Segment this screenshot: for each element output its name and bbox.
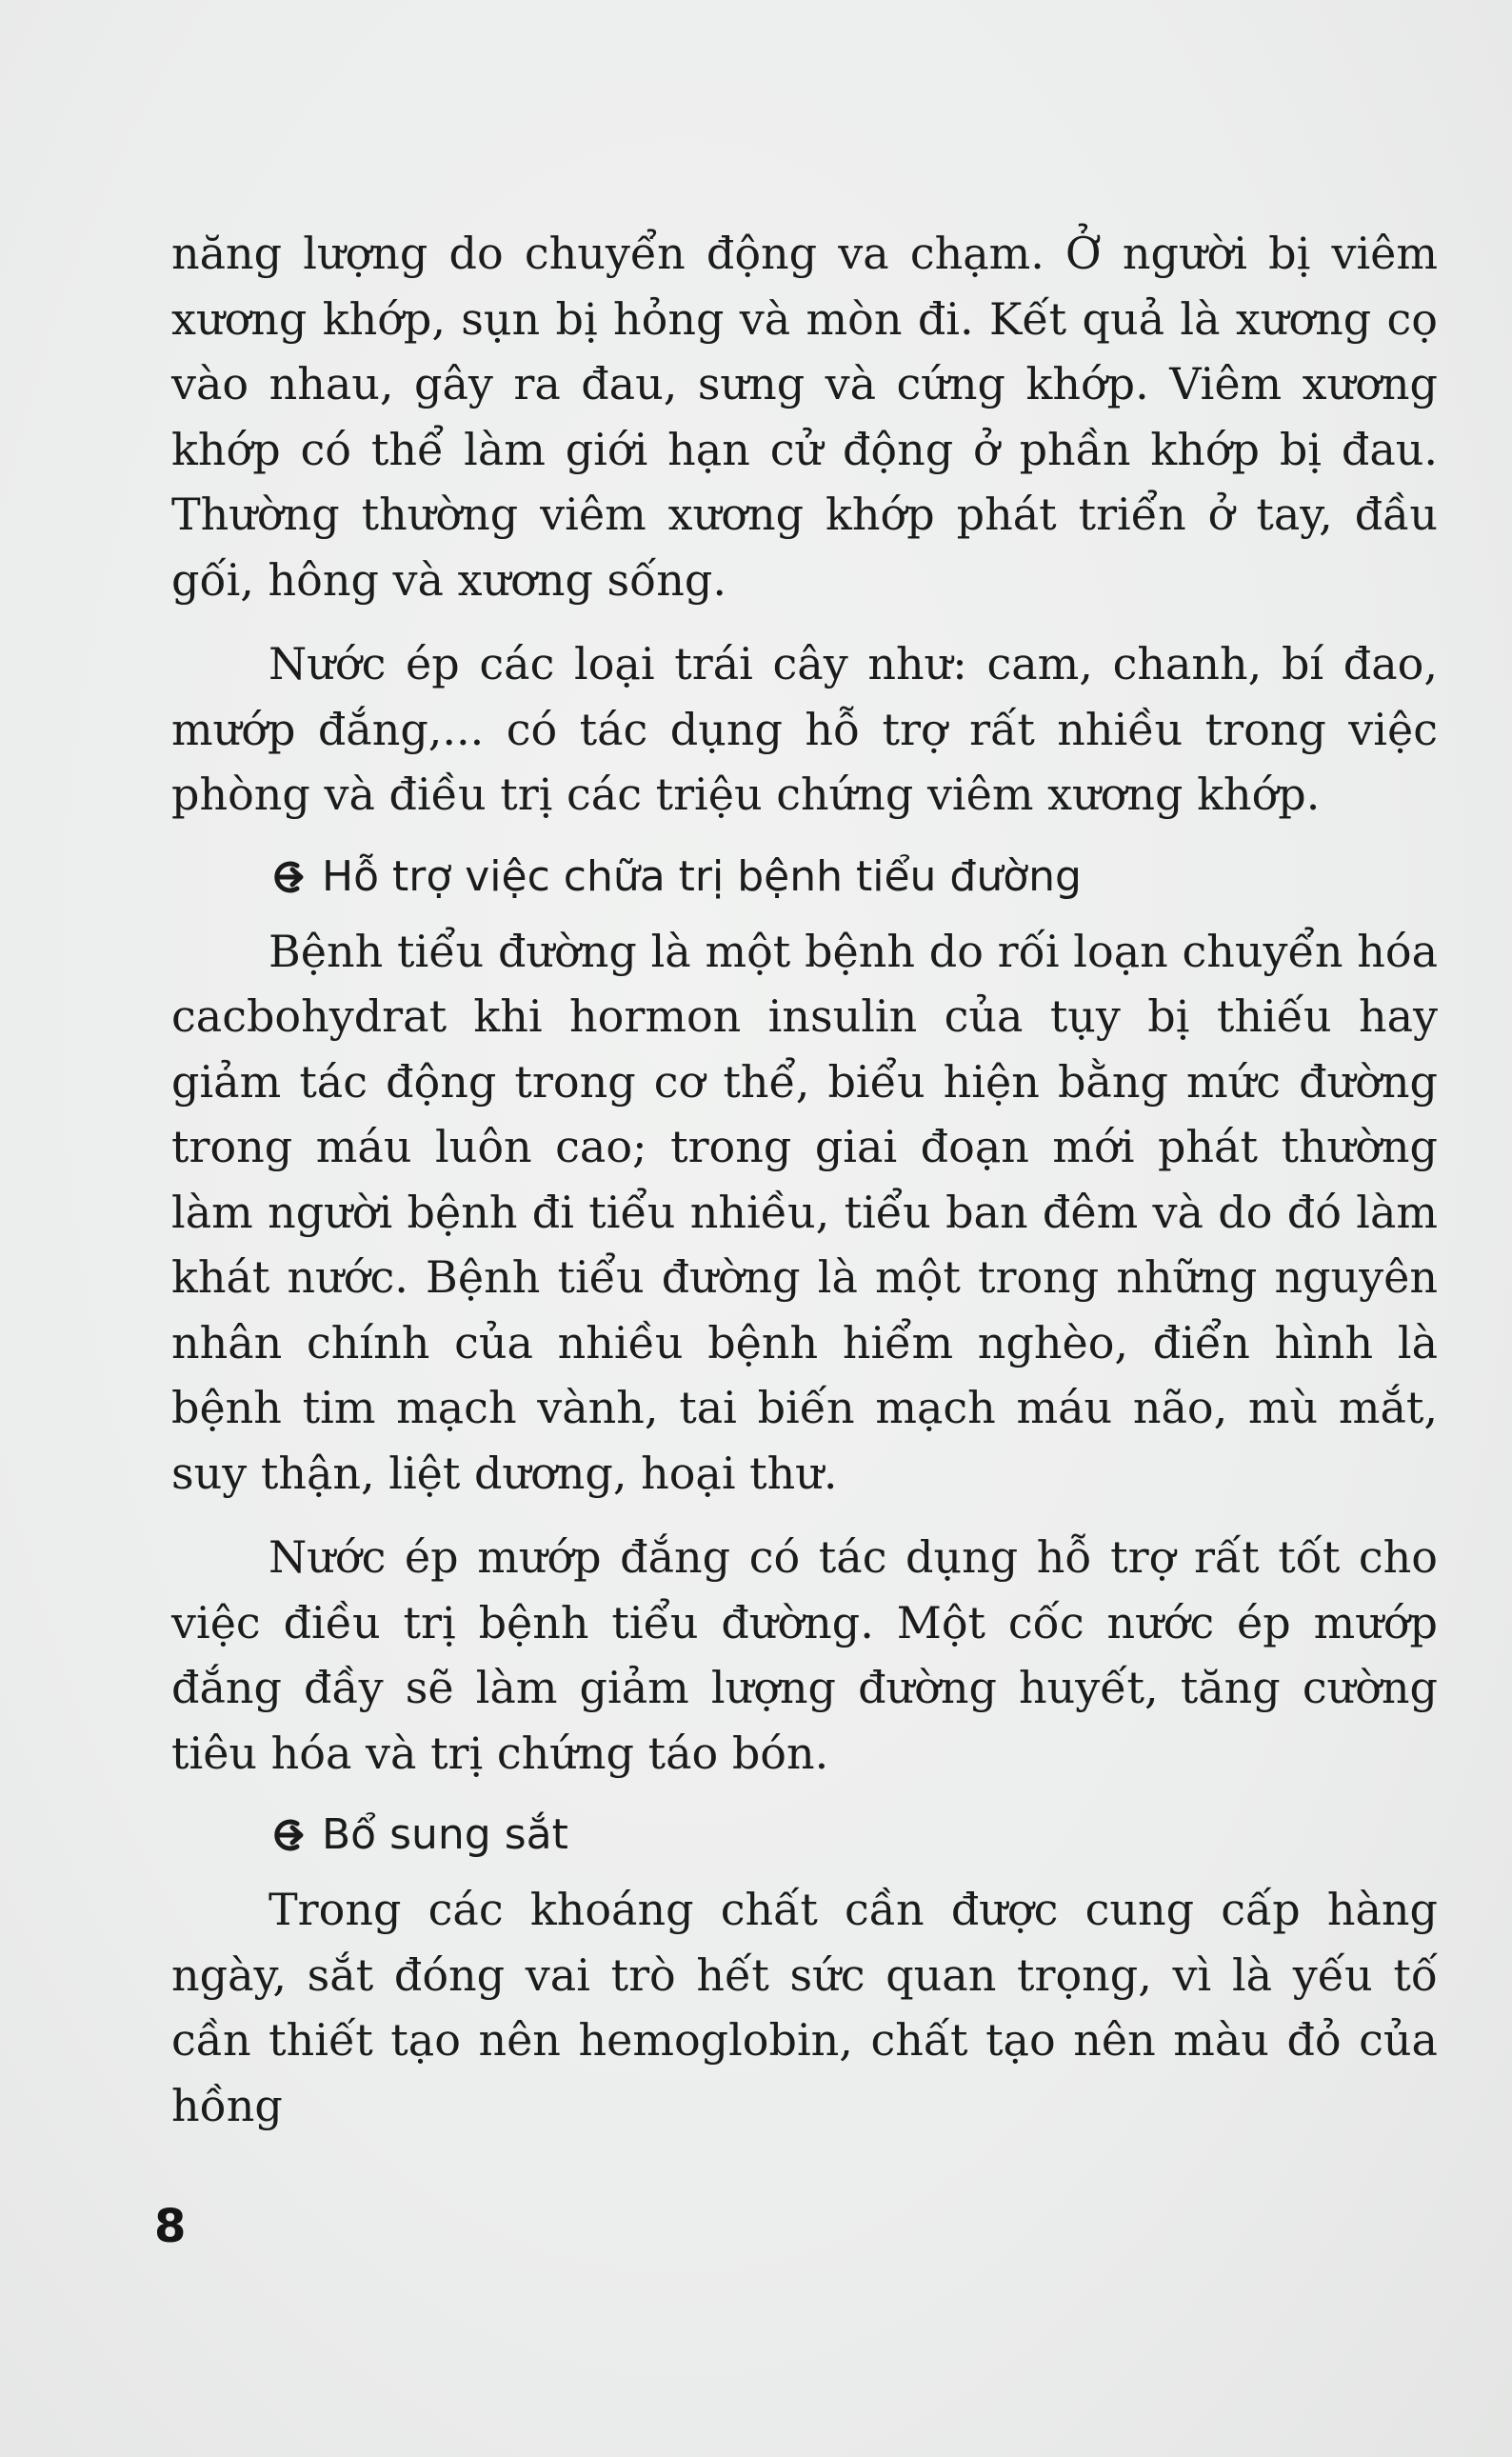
curved-arrow-icon — [269, 1815, 308, 1855]
section-heading-label: Hỗ trợ việc chữa trị bệnh tiểu đường — [322, 851, 1082, 901]
paragraph-bitter-melon-juice: Nước ép mướp đắng có tác dụng hỗ trợ rất tốt cho việc điều trị bệnh tiểu đường. Một cốc nước ép mướp đắng đầy sẽ làm giảm lượng đường huyết, tăng cường tiêu hóa và trị chứng táo bón. — [171, 1531, 1438, 1779]
paragraph-osteoarthritis-end: năng lượng do chuyển động va chạm. Ở người bị viêm xương khớp, sụn bị hỏng và mòn đi. Kết quả là xương cọ vào nhau, gây ra đau, sưng và cứng khớp. Viêm xương khớp có thể làm giới hạn cử động ở phần khớp bị đau. Thường thường viêm xương khớp phát triển ở tay, đầu gối, hông và xương sống. — [171, 228, 1438, 606]
curved-arrow-icon — [269, 857, 308, 897]
page-number: 8 — [154, 2200, 187, 2253]
section-heading-iron — [171, 1803, 1438, 1868]
paragraph-diabetes-description: Bệnh tiểu đường là một bệnh do rối loạn chuyển hóa cacbohydrat khi hormon insulin của tụy bị thiếu hay giảm tác động trong cơ thể, biểu hiện bằng mức đường trong máu luôn cao; trong giai đoạn mới phát thường làm người bệnh đi tiểu nhiều, tiểu ban đêm và do đó làm khát nước. Bệnh tiểu đường là một trong những nguyên nhân chính của nhiều bệnh hiểm nghèo, điển hình là bệnh tim mạch vành, tai biến mạch máu não, mù mắt, suy thận, liệt dương, hoại thư. — [171, 925, 1438, 1499]
paragraph-fruit-juice-joints: Nước ép các loại trái cây như: cam, chanh, bí đao, mướp đắng,... có tác dụng hỗ trợ rất nhiều trong việc phòng và điều trị các triệu chứng viêm xương khớp. — [171, 638, 1438, 820]
section-heading-label: Bổ sung sắt — [322, 1810, 568, 1859]
paragraph-iron-minerals: Trong các khoáng chất cần được cung cấp hàng ngày, sắt đóng vai trò hết sức quan trọng, vì là yếu tố cần thiết tạo nên hemoglobin, chất tạo nên màu đỏ của hồng — [171, 1884, 1438, 2131]
page-body — [171, 221, 1438, 2138]
section-heading-diabetes — [171, 845, 1438, 909]
